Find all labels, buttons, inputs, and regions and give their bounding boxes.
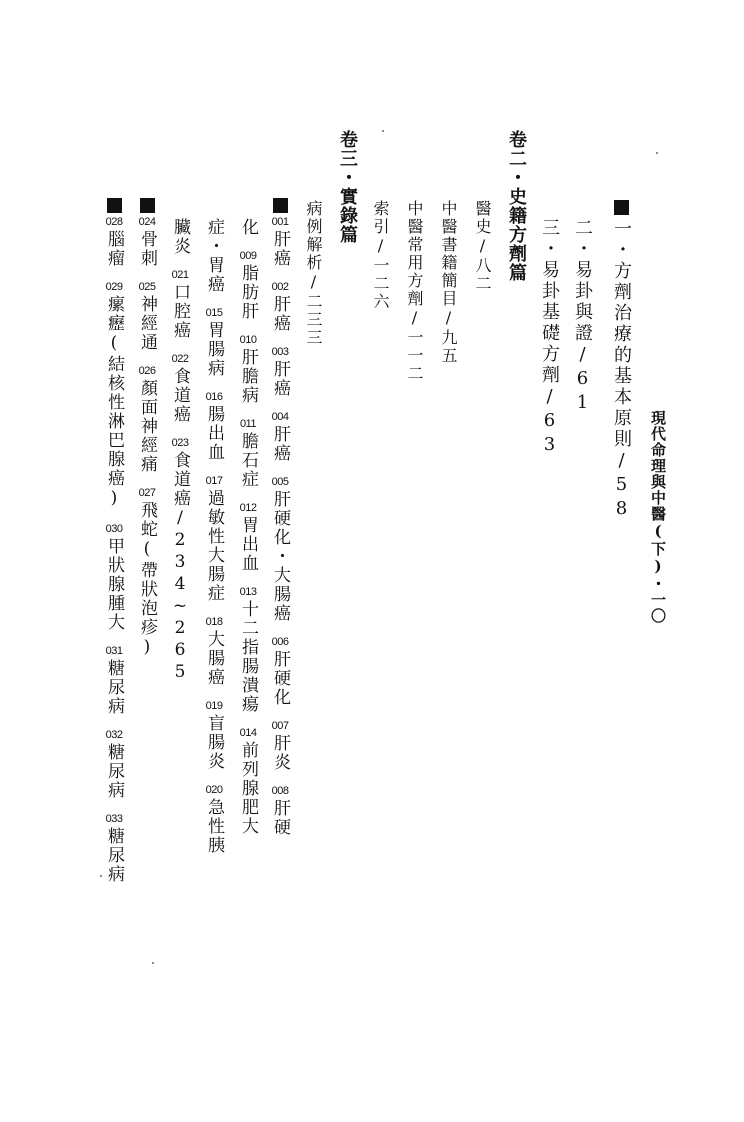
toc-entry-text: 一・方劑治療的基本原則/58 (611, 219, 632, 522)
toc-entry-8: 索引/一二六 (371, 200, 390, 311)
bullet-icon (614, 200, 629, 215)
case-number: 016 (205, 391, 223, 403)
case-entry (138, 282, 155, 352)
case-title: 口腔癌 (170, 283, 190, 340)
case-number: 003 (271, 346, 289, 358)
volume-2-title: 卷二・史籍方劑篇 (506, 130, 527, 282)
case-number: 024 (138, 216, 156, 228)
case-title: 肝硬化・大腸癌 (270, 490, 290, 623)
case-title: 肝炎 (270, 734, 290, 772)
case-number: 031 (105, 645, 123, 657)
case-number: 018 (205, 616, 223, 628)
case-title: 飛蛇(帶狀泡疹) (137, 501, 157, 659)
case-number: 013 (239, 586, 257, 598)
toc-entry-10: 病例解析/二三三 (304, 200, 323, 347)
toc-entry-1 (612, 200, 630, 522)
scan-speck (152, 962, 154, 964)
case-number: 011 (239, 418, 257, 430)
case-entry (205, 701, 222, 771)
case-entry (271, 786, 288, 837)
bullet-icon (273, 198, 288, 213)
bullet-icon (107, 198, 122, 213)
case-title: 肝膽病 (238, 348, 258, 405)
scan-speck (382, 130, 384, 132)
case-number: 002 (271, 281, 289, 293)
case-entry (205, 785, 222, 855)
case-title: 食道癌 (170, 367, 190, 424)
case-entry (271, 412, 288, 463)
toc-entry-2: 二・易卦與證/61 (572, 218, 593, 416)
case-entry (205, 392, 222, 462)
case-column-5 (138, 198, 155, 673)
bullet-icon (140, 198, 155, 213)
case-continuation: 臟炎 (170, 218, 190, 256)
case-number: 028 (105, 216, 123, 228)
case-entry (271, 477, 288, 623)
scan-speck (100, 875, 102, 877)
case-entry (138, 366, 155, 474)
case-number: 009 (239, 250, 257, 262)
case-title: 胃出血 (238, 516, 258, 573)
case-number: 023 (171, 437, 189, 449)
case-title: 盲腸炎 (204, 714, 224, 771)
case-entry (271, 637, 288, 707)
case-number: 015 (205, 307, 223, 319)
case-entry (105, 646, 122, 716)
toc-entry-7: 中醫常用方劑/一一二 (405, 200, 424, 383)
case-number: 021 (171, 269, 189, 281)
case-entry (105, 730, 122, 800)
page-header: 現代命理與中醫(下)・一〇 (649, 410, 667, 624)
case-entry (271, 282, 288, 333)
case-title: 骨刺 (137, 230, 157, 268)
case-title: 急性胰 (204, 798, 224, 855)
case-title: 前列腺肥大 (238, 741, 258, 836)
case-entry (239, 419, 256, 489)
case-number: 008 (271, 785, 289, 797)
case-number: 007 (271, 720, 289, 732)
case-title: 糖尿病 (104, 743, 124, 800)
case-entry (138, 488, 155, 659)
case-number: 022 (171, 353, 189, 365)
case-column-2 (239, 218, 256, 850)
case-title: 腸出血 (204, 405, 224, 462)
case-number: 030 (105, 523, 123, 535)
toc-entry-5: 醫史/八二 (473, 200, 492, 293)
case-number: 026 (138, 365, 156, 377)
case-title: 食道癌/234~265 (170, 451, 190, 684)
case-continuation: 化 (238, 218, 258, 237)
case-entry (105, 524, 122, 632)
case-number: 012 (239, 502, 257, 514)
case-entry (105, 282, 122, 510)
case-continuation: 症・胃癌 (204, 218, 224, 294)
case-title: 脂肪肝 (238, 264, 258, 321)
case-column-6 (105, 198, 122, 898)
case-number: 019 (205, 700, 223, 712)
case-number: 005 (271, 476, 289, 488)
case-number: 033 (105, 813, 123, 825)
case-title: 神經通 (137, 295, 157, 352)
case-title: 腦瘤 (104, 230, 124, 268)
case-title: 十二指腸潰瘍 (238, 600, 258, 714)
case-entry (171, 354, 188, 424)
case-entry (205, 617, 222, 687)
case-entry (271, 347, 288, 398)
case-title: 瘰癧(結核性淋巴腺癌) (104, 295, 124, 510)
case-column-1 (271, 198, 288, 851)
case-number: 010 (239, 334, 257, 346)
case-number: 032 (105, 729, 123, 741)
case-entry (105, 814, 122, 884)
case-title: 糖尿病 (104, 827, 124, 884)
case-title: 肝癌 (270, 230, 290, 268)
case-title: 肝癌 (270, 295, 290, 333)
case-title: 肝硬 (270, 799, 290, 837)
case-column-3 (205, 218, 222, 869)
case-title: 肝癌 (270, 425, 290, 463)
case-number: 006 (271, 636, 289, 648)
case-number: 001 (271, 216, 289, 228)
case-entry (105, 217, 122, 268)
case-number: 025 (138, 281, 156, 293)
case-title: 肝癌 (270, 360, 290, 398)
case-number: 027 (138, 487, 156, 499)
case-title: 胃腸病 (204, 321, 224, 378)
case-title: 過敏性大腸症 (204, 489, 224, 603)
scan-speck (656, 152, 658, 154)
case-number: 014 (239, 727, 257, 739)
case-number: 029 (105, 281, 123, 293)
case-entry (138, 217, 155, 268)
case-column-4 (171, 218, 188, 698)
case-title: 糖尿病 (104, 659, 124, 716)
case-entry (205, 476, 222, 603)
case-entry (271, 721, 288, 772)
case-number: 020 (205, 784, 223, 796)
case-entry (171, 438, 188, 684)
case-title: 大腸癌 (204, 630, 224, 687)
case-entry (239, 503, 256, 573)
case-number: 017 (205, 475, 223, 487)
case-title: 肝硬化 (270, 650, 290, 707)
case-entry (171, 270, 188, 340)
case-entry (239, 728, 256, 836)
toc-entry-3: 三・易卦基礎方劑/63 (539, 218, 560, 458)
case-number: 004 (271, 411, 289, 423)
case-entry (239, 251, 256, 321)
case-title: 膽石症 (238, 432, 258, 489)
case-title: 甲狀腺腫大 (104, 537, 124, 632)
toc-entry-6: 中醫書籍簡目/九五 (439, 200, 458, 365)
case-title: 顏面神經痛 (137, 379, 157, 474)
volume-3-title: 卷三・實錄篇 (337, 130, 358, 244)
case-entry (205, 308, 222, 378)
case-entry (239, 335, 256, 405)
case-entry (239, 587, 256, 714)
case-entry (271, 217, 288, 268)
